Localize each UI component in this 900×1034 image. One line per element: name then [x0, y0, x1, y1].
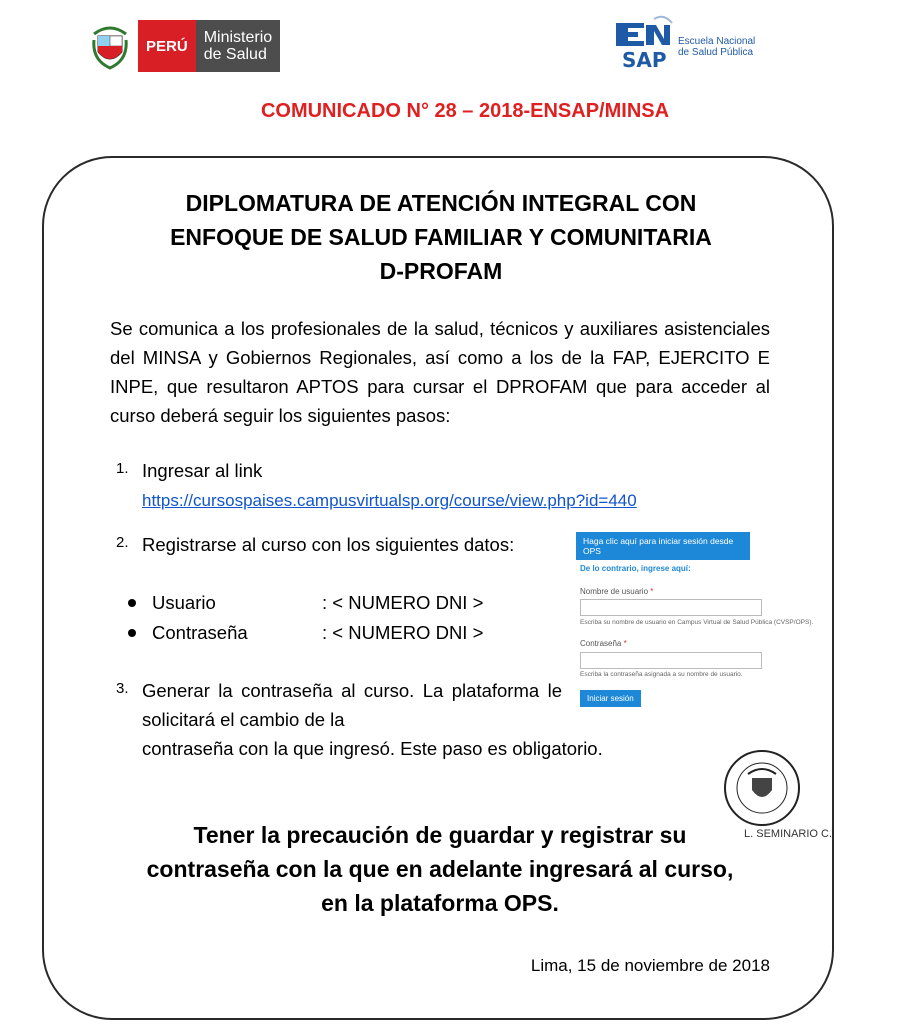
- ministry-seal-icon: [722, 748, 802, 828]
- date-line: Lima, 15 de noviembre de 2018: [530, 956, 770, 975]
- warning-message: [60, 818, 820, 920]
- comunicado-title: COMUNICADO N° 28 – 2018-ENSAP/MINSA: [260, 100, 670, 122]
- seal-signature: L. SEMINARIO C.: [744, 828, 833, 840]
- required-mark: *: [650, 587, 654, 596]
- ensap-line1: Escuela Nacional: [678, 36, 756, 47]
- credential-label: Contraseña: [152, 622, 248, 643]
- step3-text: Generar la contraseña al curso. La plataforma le solicitará el cambio de la: [142, 680, 562, 730]
- login-button[interactable]: Iniciar sesión: [580, 690, 641, 707]
- username-label: [580, 587, 653, 596]
- minsa-line2: de Salud: [203, 46, 267, 63]
- ensap-logo: [614, 14, 794, 74]
- step1-number: 1.: [116, 460, 129, 477]
- warning-line1: Tener la precaución de guardar y registrar su: [193, 822, 687, 848]
- step3-number: 3.: [116, 680, 129, 697]
- step3-text-last: contraseña con la que ingresó. Este paso es obligatorio.: [142, 738, 603, 759]
- title-line3: D-PROFAM: [379, 258, 503, 284]
- minsa-logo: [88, 20, 280, 72]
- list-item: [128, 618, 483, 648]
- password-input[interactable]: [580, 652, 762, 669]
- minsa-line1: Ministerio: [203, 29, 273, 46]
- svg-text:SAP: SAP: [622, 48, 667, 72]
- password-label: [580, 639, 627, 648]
- bullet-icon: [128, 599, 136, 607]
- login-subheading: De lo contrario, ingrese aquí:: [580, 564, 691, 573]
- credential-value: : < NUMERO DNI >: [322, 592, 484, 613]
- step1: [142, 456, 782, 515]
- password-label-text: Contraseña: [580, 639, 622, 648]
- step1-text: Ingresar al link: [142, 460, 263, 481]
- ops-login-button[interactable]: Haga clic aquí para iniciar sesión desde OPS: [576, 532, 750, 560]
- minsa-name: [196, 20, 280, 72]
- required-mark: *: [623, 639, 627, 648]
- peru-coat-of-arms-icon: [88, 20, 132, 72]
- password-help: Escriba la contraseña asignada a su nombre de usuario.: [580, 671, 743, 678]
- credential-label: Usuario: [152, 592, 216, 613]
- bullet-icon: [128, 629, 136, 637]
- diplomatura-title: [80, 186, 802, 288]
- login-form-screenshot: [576, 532, 826, 712]
- credentials-list: [128, 588, 483, 648]
- list-item: [128, 588, 483, 618]
- ensap-line2: de Salud Pública: [678, 47, 754, 58]
- ensap-mark-icon: [614, 15, 674, 73]
- course-link[interactable]: https://cursospaises.campusvirtualsp.org/course/view.php?id=440: [142, 491, 637, 510]
- step2-number: 2.: [116, 534, 129, 551]
- username-input[interactable]: [580, 599, 762, 616]
- warning-line2: contraseña con la que en adelante ingresará al curso,: [146, 856, 734, 882]
- intro-paragraph: Se comunica a los profesionales de la salud, técnicos y auxiliares asistenciales del MINSA y Gobiernos Regionales, así como a los de la FAP, EJERCITO E INPE, que resultaron APTOS para cursar el DPROFAM que para acceder al curso deberá seguir los siguientes pasos:: [110, 318, 770, 426]
- username-label-text: Nombre de usuario: [580, 587, 649, 596]
- peru-label: PERÚ: [138, 20, 196, 72]
- warning-line3: en la plataforma OPS.: [321, 890, 559, 916]
- credential-value: : < NUMERO DNI >: [322, 622, 484, 643]
- username-help: Escriba su nombre de usuario en Campus Virtual de Salud Pública (CVSP/OPS).: [580, 619, 814, 626]
- step2-text: Registrarse al curso con los siguientes datos:: [142, 534, 515, 555]
- title-line1: DIPLOMATURA DE ATENCIÓN INTEGRAL CON: [185, 190, 697, 216]
- title-line2: ENFOQUE DE SALUD FAMILIAR Y COMUNITARIA: [170, 224, 712, 250]
- ensap-name: [678, 36, 755, 58]
